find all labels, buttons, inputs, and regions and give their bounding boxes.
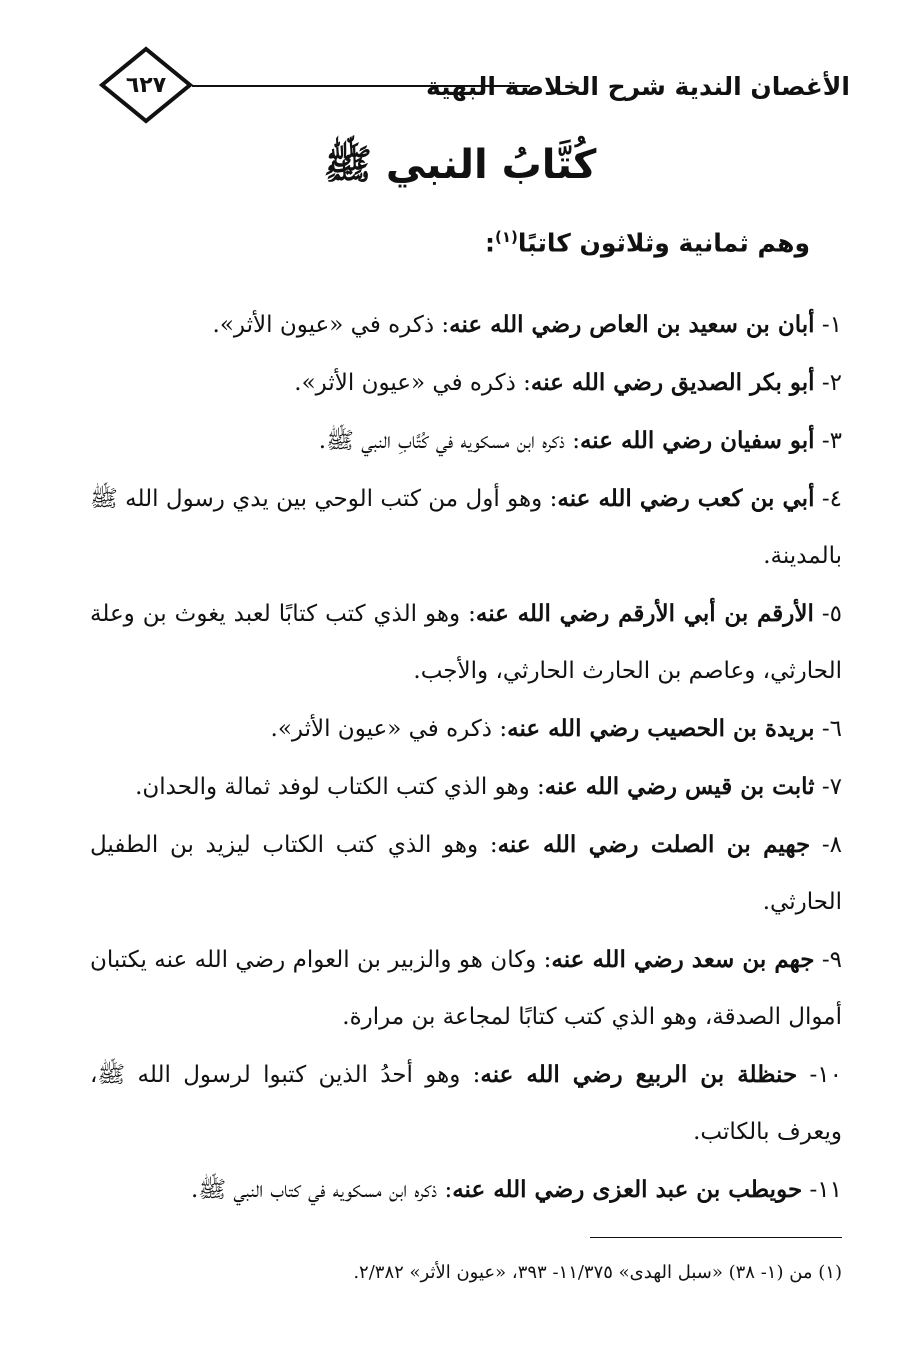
running-book-title: الأغصان الندية شرح الخلاصة البهية [425,72,850,101]
entry-name: الأرقم بن أبي الأرقم رضي الله عنه [475,600,814,627]
list-item [90,931,842,1046]
intro-line [485,228,810,257]
entry-number: ٧- [821,774,842,800]
entry-number: ١١- [809,1177,842,1203]
list-item [90,1046,842,1161]
intro-colon: : [485,228,496,258]
scribe-list [90,296,842,1219]
page-number-badge [98,46,194,124]
entry-name: ثابت بن قيس رضي الله عنه [544,773,815,800]
page-header [98,46,850,130]
entry-text: : وكان هو والزبير بن العوام رضي الله عنه يكتبان أموال الصدقة، وهو الذي كتب كتابًا لمجاعة بن مرارة. [90,947,842,1030]
entry-number: ٦- [821,716,842,742]
entry-number: ٨- [821,832,842,858]
entry-text: : ذكره في «عيون الأثر». [270,716,508,742]
list-item [90,758,842,816]
list-item [90,296,842,354]
list-item [90,470,842,585]
entry-text: : وهو الذي كتب الكتاب ليزيد بن الطفيل الحارثي. [90,832,842,915]
entry-text: : ذكره ابن مسكويه في كتاب النبي ﷺ. [191,1177,453,1203]
entry-name: بريدة بن الحصيب رضي الله عنه [507,715,815,742]
entry-name: أبو سفيان رضي الله عنه [579,427,815,454]
entry-number: ١- [821,312,842,338]
entry-number: ٣- [821,428,842,454]
entry-name: حويطب بن عبد العزى رضي الله عنه [452,1176,803,1203]
entry-name: أبو بكر الصديق رضي الله عنه [530,369,815,396]
entry-number: ٥- [821,601,842,627]
entry-number: ١٠- [809,1062,843,1088]
entry-text: : وهو الذي كتب كتابًا لعبد يغوث بن وعلة الحارثي، وعاصم بن الحارث الحارثي، والأجب. [90,601,842,684]
list-item [90,412,842,470]
entry-number: ٩- [821,947,842,973]
list-item [90,1161,842,1219]
entry-text: : وهو أحدُ الذين كتبوا لرسول الله ﷺ، ويعرف بالكاتب. [90,1062,842,1145]
list-item [90,354,842,412]
intro-text: وهم ثمانية وثلاثون كاتبًا [517,228,810,258]
chapter-title: كُتَّابُ النبي ﷺ [323,142,597,188]
entry-name: أبي بن كعب رضي الله عنه [557,485,815,512]
footnote-marker[interactable]: (١) [495,228,518,246]
entry-text: : وهو أول من كتب الوحي بين يدي رسول الله ﷺ بالمدينة. [90,486,842,569]
entry-text: : ذكره في «عيون الأثر». [212,312,450,338]
footnote: (١) من (١- ٣٨) «سبل الهدى» ١١/٣٧٥- ٣٩٣، «عيون الأثر» ٢/٣٨٢. [353,1262,842,1283]
entry-name: أبان بن سعيد بن العاص رضي الله عنه [449,311,815,338]
footnote-separator [590,1237,842,1238]
entry-text: : ذكره ابن مسكويه في كُتَّابِ النبي ﷺ. [318,428,580,454]
entry-name: حنظلة بن الربيع رضي الله عنه [480,1061,798,1088]
entry-text: : ذكره في «عيون الأثر». [294,370,531,396]
list-item [90,816,842,931]
entry-text: : وهو الذي كتب الكتاب لوفد ثمالة والحدان. [135,774,545,800]
entry-number: ٢- [821,370,842,396]
entry-name: جهيم بن الصلت رضي الله عنه [497,831,811,858]
page-number: ٦٢٧ [125,72,167,98]
list-item [90,585,842,700]
entry-number: ٤- [821,486,842,512]
entry-name: جهم بن سعد رضي الله عنه [551,946,815,973]
list-item [90,700,842,758]
